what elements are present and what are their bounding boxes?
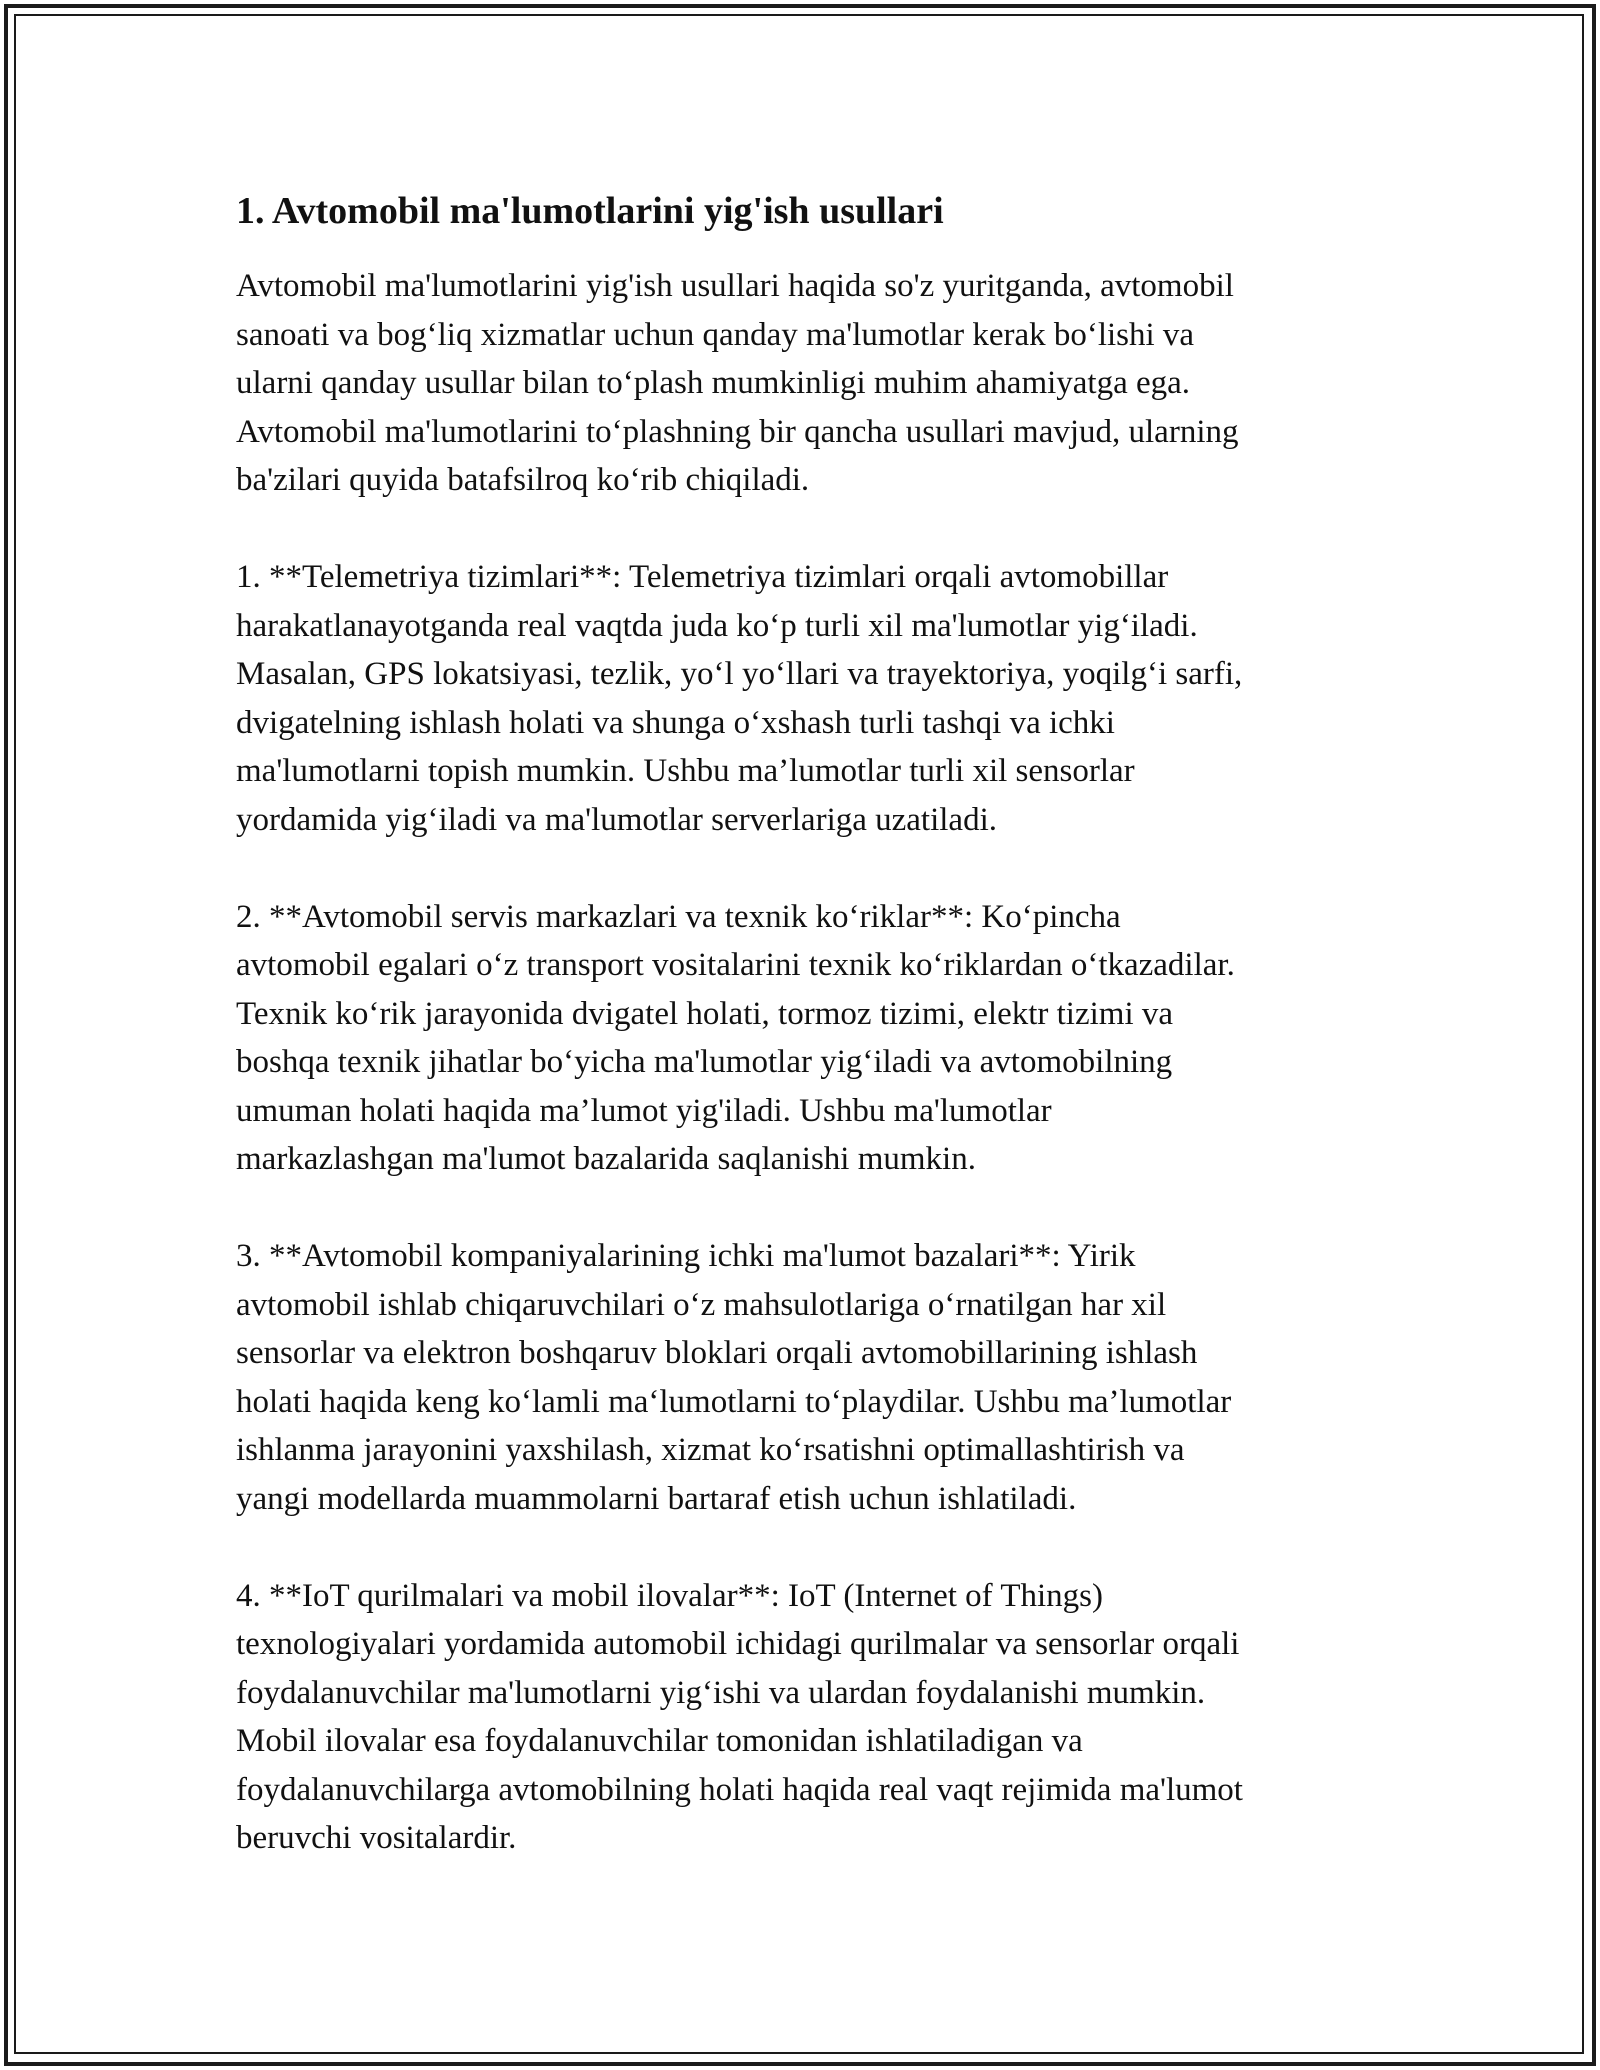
paragraph-line: Texnik ko‘rik jarayonida dvigatel holati, tormoz tizimi, elektr tizimi va (236, 995, 1174, 1032)
paragraph-line: 3. **Avtomobil kompaniyalarining ichki ma'lumot bazalari**: Yirik (236, 1238, 1136, 1274)
paragraph-line: Avtomobil ma'lumotlarini yig'ish usullari haqida so'z yuritganda, avtomobil (236, 268, 1234, 304)
paragraph-line: 4. **IoT qurilmalari va mobil ilovalar**: IoT (Internet of Things) (236, 1577, 1103, 1614)
paragraph-line: Mobil ilovalar esa foydalanuvchilar tomonidan ishlatiladigan va (236, 1723, 1083, 1759)
service-centers-paragraph (236, 893, 1376, 1184)
paragraph-line: texnologiyalari yordamida automobil ichidagi qurilmalar va sensorlar orqali (236, 1626, 1240, 1662)
paragraph-line: Avtomobil ma'lumotlarini to‘plashning bir qancha usullari mavjud, ularning (236, 413, 1239, 450)
paragraph-line: markazlashgan ma'lumot bazalarida saqlanishi mumkin. (236, 1141, 976, 1177)
paragraph-line: avtomobil egalari o‘z transport vositalarini texnik ko‘riklardan o‘tkazadilar. (236, 947, 1235, 983)
paragraph-line: ularni qanday usullar bilan to‘plash mumkinligi muhim ahamiyatga ega. (236, 365, 1191, 401)
paragraph-line: foydalanuvchilar ma'lumotlarni yig‘ishi va ulardan foydalanishi mumkin. (236, 1674, 1206, 1711)
paragraph-line: foydalanuvchilarga avtomobilning holati haqida real vaqt rejimida ma'lumot (236, 1771, 1243, 1808)
paragraph-line: avtomobil ishlab chiqaruvchilari o‘z mahsulotlariga o‘rnatilgan har xil (236, 1286, 1167, 1323)
paragraph-line: harakatlanayotganda real vaqtda juda ko‘p turli xil ma'lumotlar yig‘iladi. (236, 607, 1198, 644)
paragraph-line: ba'zilari quyida batafsilroq ko‘rib chiqiladi. (236, 462, 810, 498)
document-body (236, 186, 1376, 1911)
paragraph-line: yangi modellarda muammolarni bartaraf etish uchun ishlatiladi. (236, 1480, 1077, 1517)
paragraph-line: Masalan, GPS lokatsiyasi, tezlik, yo‘l yo‘llari va trayektoriya, yoqilg‘i sarfi, (236, 656, 1243, 692)
telemetry-paragraph (236, 553, 1376, 844)
paragraph-line: boshqa texnik jihatlar bo‘yicha ma'lumotlar yig‘iladi va avtomobilning (236, 1044, 1173, 1080)
paragraph-line: sanoati va bog‘liq xizmatlar uchun qanday ma'lumotlar kerak bo‘lishi va (236, 316, 1195, 353)
page-title: 1. Avtomobil ma'lumotlarini yig'ish usullari (236, 190, 944, 232)
paragraph-line: ishlanma jarayonini yaxshilash, xizmat ko‘rsatishni optimallashtirish va (236, 1432, 1185, 1468)
paragraph-line: holati haqida keng ko‘lamli ma‘lumotlarni to‘playdilar. Ushbu ma’lumotlar (236, 1383, 1232, 1420)
iot-paragraph (236, 1572, 1376, 1863)
paragraph-line: yordamida yig‘iladi va ma'lumotlar serverlariga uzatiladi. (236, 801, 997, 838)
paragraph-line: sensorlar va elektron boshqaruv bloklari orqali avtomobillarining ishlash (236, 1335, 1198, 1371)
paragraph-line: umuman holati haqida ma’lumot yig'iladi. Ushbu ma'lumotlar (236, 1092, 1052, 1129)
paragraph-line: 2. **Avtomobil servis markazlari va texnik ko‘riklar**: Ko‘pincha (236, 898, 1121, 935)
paragraph-line: ma'lumotlarni topish mumkin. Ushbu ma’lumotlar turli xil sensorlar (236, 753, 1135, 789)
intro-paragraph (236, 262, 1376, 505)
paragraph-line: dvigatelning ishlash holati va shunga o‘xshash turli tashqi va ichki (236, 704, 1115, 741)
company-databases-paragraph (236, 1232, 1376, 1523)
paragraph-line: beruvchi vositalardir. (236, 1820, 517, 1856)
paragraph-line: 1. **Telemetriya tizimlari**: Telemetriya tizimlari orqali avtomobillar (236, 559, 1169, 595)
